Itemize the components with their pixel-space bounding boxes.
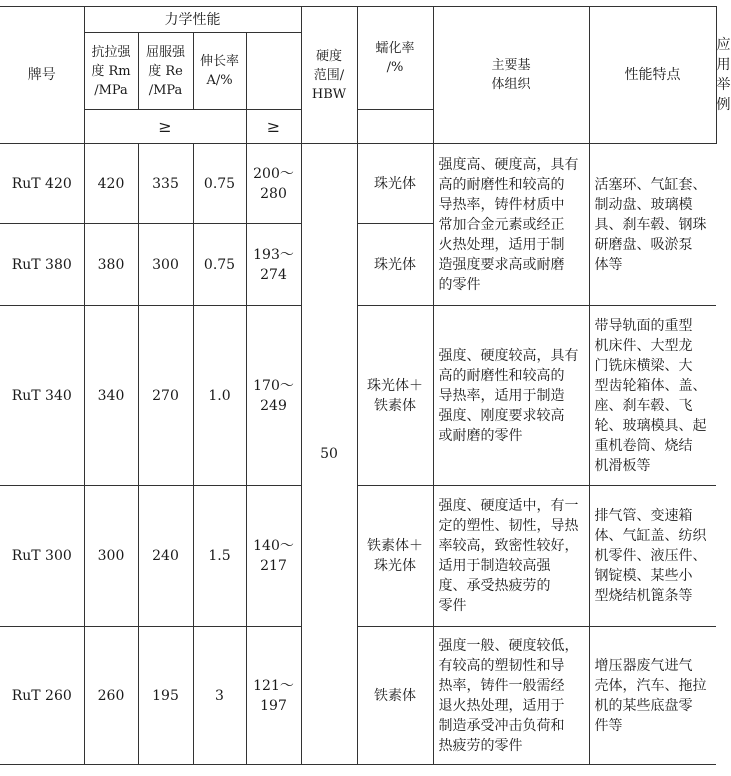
- hardness-cell: 193～ 274: [246, 224, 301, 306]
- yield-cell: 335: [138, 144, 193, 224]
- hardness-cell: 121～ 197: [246, 627, 301, 765]
- applications-cell: 排气管、变速箱 体、气缸盖、纺织 机零件、液压件、 钢锭模、某些小 型烧结机篦条等: [589, 486, 716, 627]
- features-cell: 强度一般、硬度较低， 有较高的塑韧性和导 热率，铸件一般需经 退火热处理，适用于 制造承受冲击负荷和 热疲劳的零件: [433, 627, 589, 765]
- yield-cell: 195: [138, 627, 193, 765]
- hardness-cell: 170～ 249: [246, 306, 301, 486]
- header-grade: 牌号: [0, 7, 84, 144]
- header-yield: 屈服强 度 Re /MPa: [138, 33, 193, 110]
- header-min-symbol-mech: ≥: [84, 110, 246, 144]
- tensile-cell: 260: [84, 627, 138, 765]
- table-row: [0, 627, 716, 765]
- table-row: [0, 306, 716, 486]
- applications-cell: 活塞环、气缸套、 制动盘、玻璃模 具、刹车毂、钢珠 研磨盘、吸淤泵 体等: [589, 144, 716, 306]
- matrix-cell: 铁素体: [357, 627, 433, 765]
- header-tensile: 抗拉强 度 Rm /MPa: [84, 33, 138, 110]
- header-min-symbol-vermic: ≥: [246, 110, 301, 144]
- grade-cell: RuT 340: [0, 306, 84, 486]
- matrix-cell: 珠光体＋ 铁素体: [357, 306, 433, 486]
- header-matrix: 主要基 体组织: [433, 7, 589, 144]
- grade-cell: RuT 300: [0, 486, 84, 627]
- features-cell: 强度、硬度适中，有一 定的塑性、韧性，导热 率较高，致密性较好， 适用于制造较高强 度、承受热疲劳的 零件: [433, 486, 589, 627]
- matrix-cell: 珠光体: [357, 224, 433, 306]
- elongation-cell: 3: [193, 627, 246, 765]
- hardness-cell: 140～ 217: [246, 486, 301, 627]
- tensile-cell: 300: [84, 486, 138, 627]
- applications-cell: 带导轨面的重型 机床件、大型龙 门铣床横梁、大 型齿轮箱体、盖、 座、刹车毂、飞 轮、玻璃模具、起 重机卷筒、烧结 机滑板等: [589, 306, 716, 486]
- yield-cell: 300: [138, 224, 193, 306]
- header-mechanical-properties: 力学性能: [84, 7, 301, 33]
- tensile-cell: 420: [84, 144, 138, 224]
- tensile-cell: 340: [84, 306, 138, 486]
- header-features: 性能特点: [589, 7, 716, 144]
- grade-cell: RuT 260: [0, 627, 84, 765]
- hardness-cell: 200～ 280: [246, 144, 301, 224]
- grade-cell: RuT 420: [0, 144, 84, 224]
- features-cell: 强度、硬度较高，具有 高的耐磨性和较高的 导热率，适用于制造 强度、刚度要求较高 或耐磨的零件: [433, 306, 589, 486]
- vermicularity-cell: 50: [301, 144, 357, 765]
- table-row: [0, 486, 716, 627]
- elongation-cell: 1.0: [193, 306, 246, 486]
- grade-cell: RuT 380: [0, 224, 84, 306]
- header-elongation: 伸长率 A/%: [193, 33, 246, 110]
- tensile-cell: 380: [84, 224, 138, 306]
- yield-cell: 240: [138, 486, 193, 627]
- header-vermicularity: 蠕化率 /%: [357, 7, 433, 110]
- elongation-cell: 0.75: [193, 144, 246, 224]
- matrix-cell: 铁素体＋ 珠光体: [357, 486, 433, 627]
- features-cell: 强度高、硬度高，具有 高的耐磨性和较高的 导热率，铸件材质中 常加合金元素或经正 火热处理，适用于制 造强度要求高或耐磨 的零件: [433, 144, 589, 306]
- matrix-cell: 珠光体: [357, 144, 433, 224]
- elongation-cell: 1.5: [193, 486, 246, 627]
- yield-cell: 270: [138, 306, 193, 486]
- header-hardness: 硬度 范围/ HBW: [301, 7, 357, 144]
- vermicular-iron-properties-table: 牌号 力学性能 硬度 范围/ HBW 蠕化率 /% 主要基 体组织 性能特点 应用举例 抗拉强 度 Rm /MPa 屈服强 度 Re /MPa 伸长率 A/% ≥ ≥ RuT 420 420 335 0.75 200～ 280 50 珠光体 强度高、硬度高，具有 高的耐磨性和较高的 导热率，铸件材质中 常加合金元素或经正 火热处理，适用于制 造强度要求高或耐磨 的零件 活塞环、气缸套、 制动盘、玻璃模 具、刹车毂、钢珠 研磨盘、吸淤泵 体等 RuT 380 380 300 0.75 193～ 274 珠光体 RuT 340 340 270 1.0 170～ 249 珠光体＋ 铁素体 强度、硬度较高，具有 高的耐磨性和较高的 导热率，适用于制造 强度、刚度要求较高 或耐磨的零件 带导轨面的重型 机床件、大型龙 门铣床横梁、大 型齿轮箱体、盖、 座、刹车毂、飞 轮、玻璃模具、起 重机卷筒、烧结 机滑板等 RuT 300 300 240 1.5 140～ 217 铁素体＋ 珠光体 强度、硬度适中，有一 定的塑性、韧性，导热 率较高，致密性较好， 适用于制造较高强 度、承受热疲劳的 零件 排气管、变速箱 体、气缸盖、纺织 机零件、液压件、 钢锭模、某些小 型烧结机篦条等 RuT 260 260 195 3 121～ 197 铁素体 强度一般、硬度较低， 有较高的塑韧性和导 热率，铸件一般需经 退火热处理，适用于 制造承受冲击负荷和 热疲劳的零件 增压器废气进气 壳体，汽车、拖拉 机的某些底盘零 件等: [0, 6, 716, 765]
- table-row: [0, 144, 716, 224]
- elongation-cell: 0.75: [193, 224, 246, 306]
- applications-cell: 增压器废气进气 壳体，汽车、拖拉 机的某些底盘零 件等: [589, 627, 716, 765]
